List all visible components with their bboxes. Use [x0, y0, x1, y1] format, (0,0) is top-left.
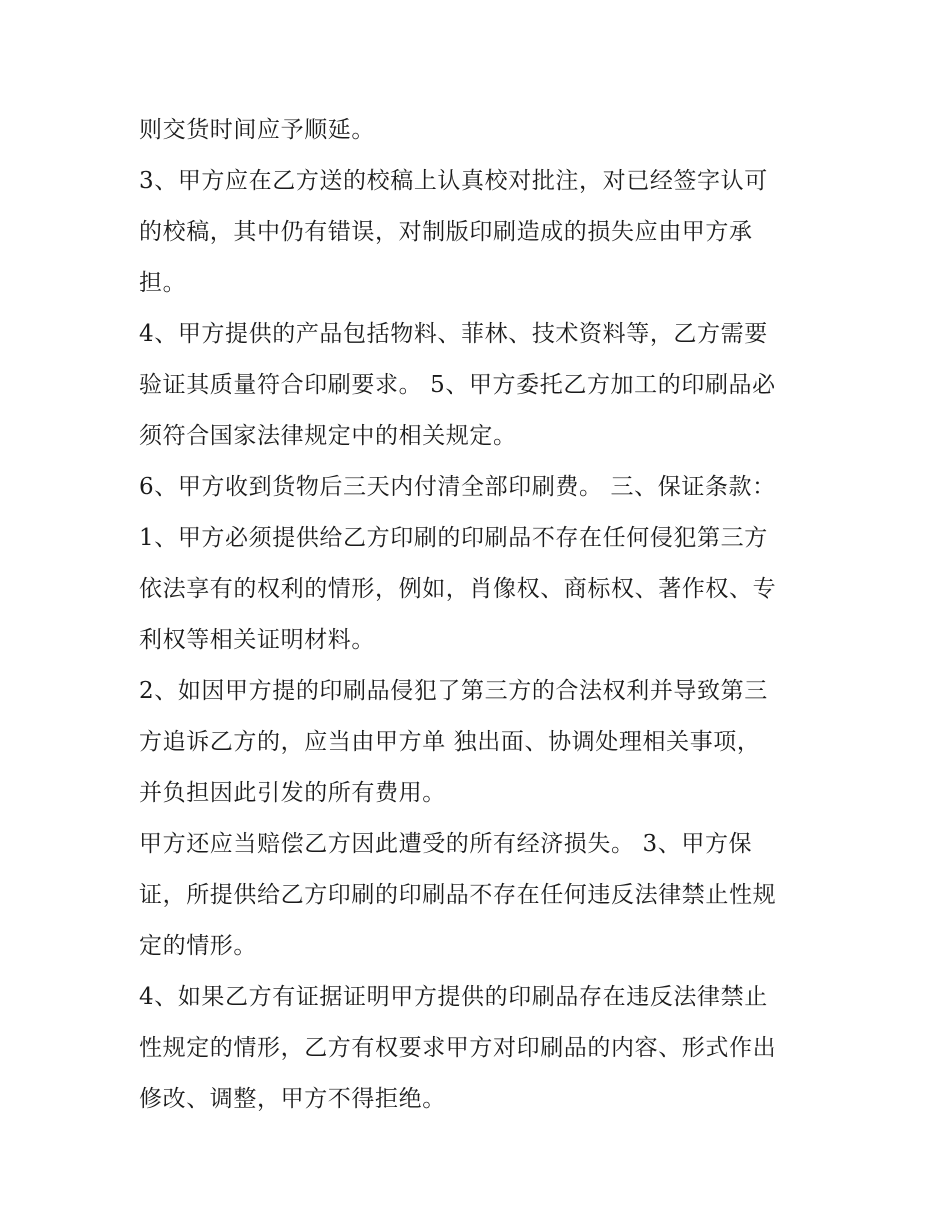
text-line: 4、甲方提供的产品包括物料、菲林、技术资料等，乙方需要: [139, 321, 768, 347]
text-line: 4、如果乙方有证据证明甲方提供的印刷品存在违反法律禁止: [139, 984, 768, 1010]
text-line: 依法享有的权利的情形，例如，肖像权、商标权、著作权、专: [139, 576, 777, 602]
text-line: 3、甲方应在乙方送的校稿上认真校对批注，对已经签字认可: [139, 168, 768, 194]
document-body: [139, 105, 819, 1125]
text-line: 担。: [139, 270, 187, 296]
text-line: 甲方还应当赔偿乙方因此遭受的所有经济损失。 3、甲方保: [139, 831, 753, 857]
text-line: 方追诉乙方的，应当由甲方单 独出面、协调处理相关事项，: [139, 729, 761, 755]
text-line: 定的情形。: [139, 933, 257, 959]
text-line: 验证其质量符合印刷要求。 5、甲方委托乙方加工的印刷品必: [139, 372, 776, 398]
text-line: 则交货时间应予顺延。: [139, 117, 375, 143]
text-line: 的校稿，其中仍有错误，对制版印刷造成的损失应由甲方承: [139, 219, 753, 245]
text-line: 2、如因甲方提的印刷品侵犯了第三方的合法权利并导致第三: [139, 678, 768, 704]
text-line: 须符合国家法律规定中的相关规定。: [139, 423, 517, 449]
text-line: 性规定的情形，乙方有权要求甲方对印刷品的内容、形式作出: [139, 1035, 777, 1061]
text-line: 并负担因此引发的所有费用。: [139, 780, 446, 806]
text-line: 修改、调整，甲方不得拒绝。: [139, 1086, 446, 1112]
text-line: 1、甲方必须提供给乙方印刷的印刷品不存在任何侵犯第三方: [139, 525, 768, 551]
text-line: 证，所提供给乙方印刷的印刷品不存在任何违反法律禁止性规: [139, 882, 777, 908]
text-line: 利权等相关证明材料。: [139, 627, 375, 653]
text-line: 6、甲方收到货物后三天内付清全部印刷费。 三、保证条款：: [139, 474, 776, 500]
